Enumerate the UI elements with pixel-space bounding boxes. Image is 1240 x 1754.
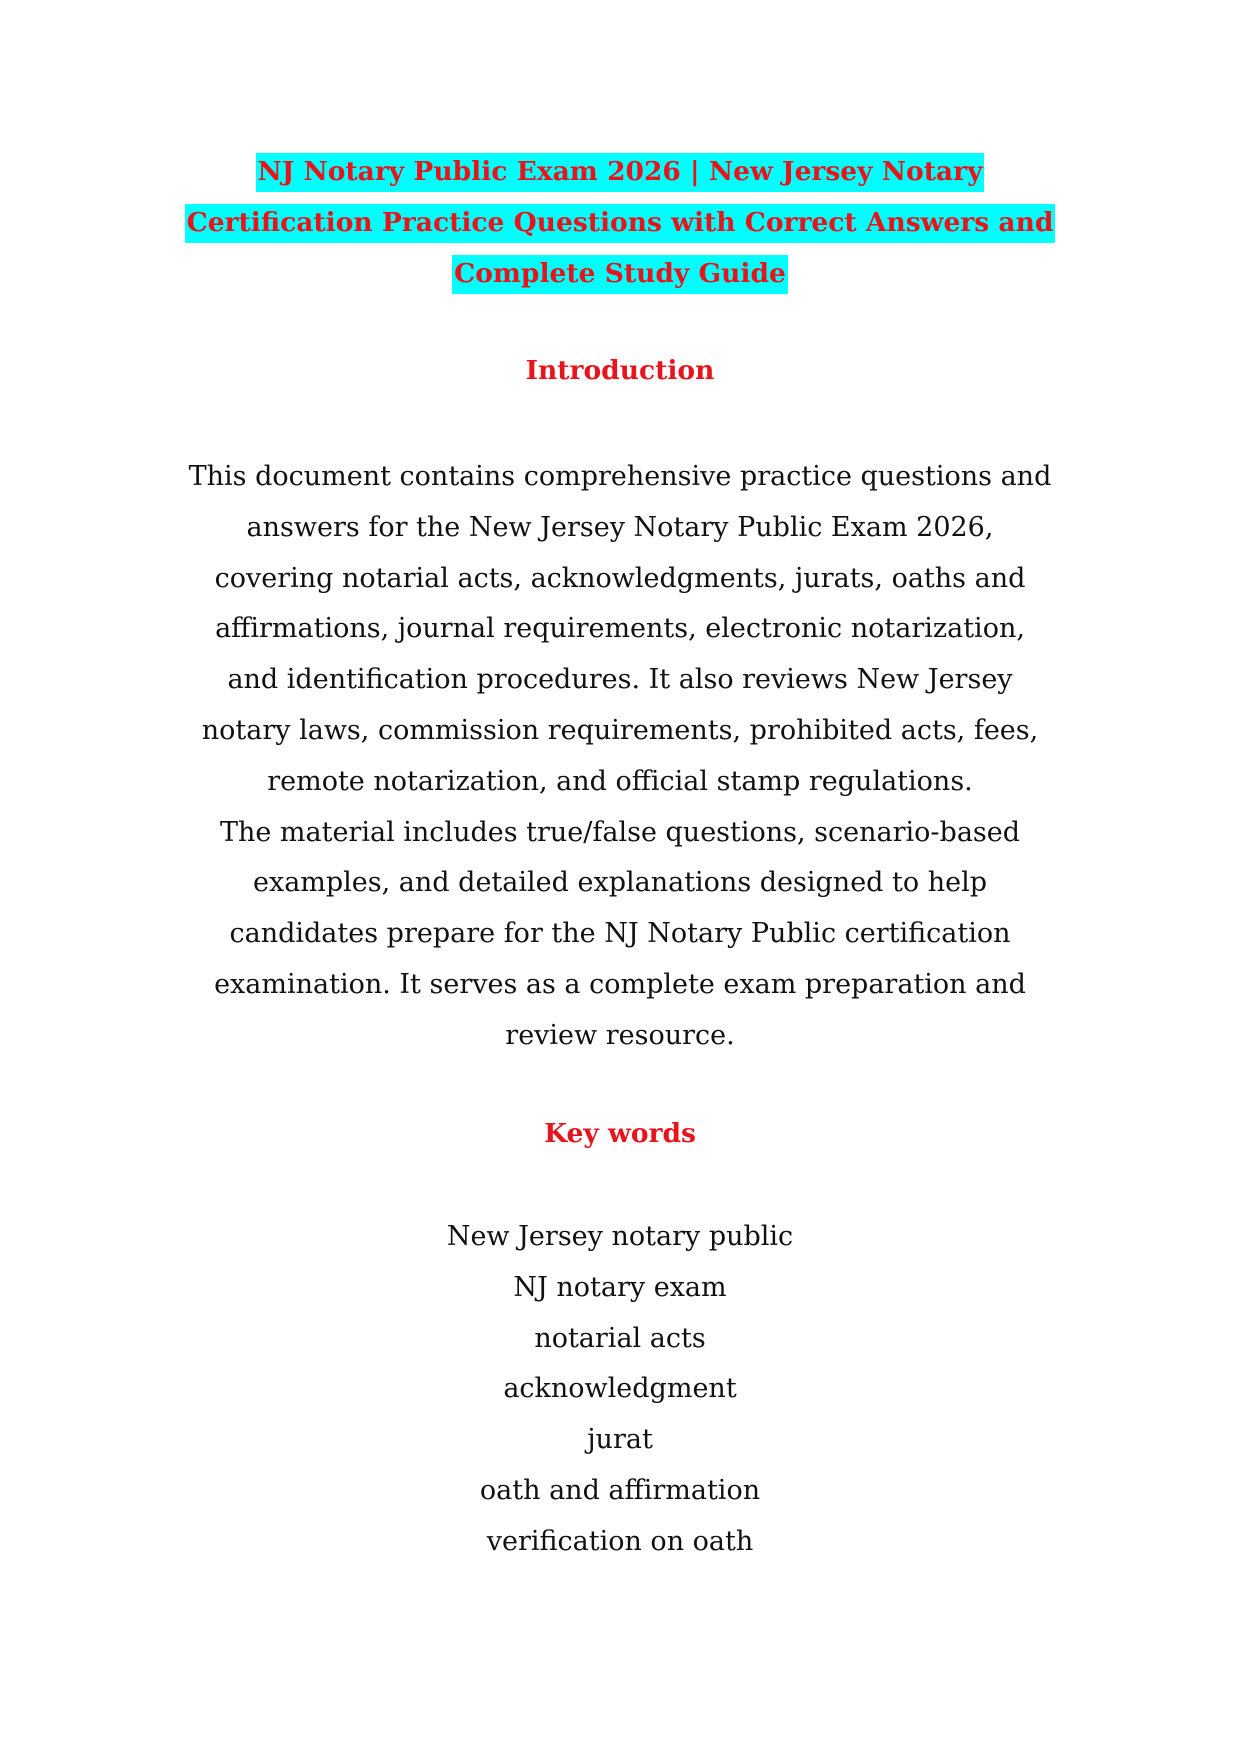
document-title [150,146,1090,299]
introduction-line: remote notarization, and official stamp regulations. [267,765,973,797]
keyword-item: New Jersey notary public [446,1221,794,1252]
keywords-list [150,1212,1090,1568]
keyword-item: jurat [587,1424,653,1456]
introduction-heading: Introduction [525,355,715,386]
introduction-line: candidates prepare for the NJ Notary Public certification [229,918,1011,950]
introduction-line: answers for the New Jersey Notary Public Exam 2026, [246,511,994,543]
introduction-line: This document contains comprehensive practice questions and [188,461,1052,492]
keyword-item: notarial acts [534,1322,706,1354]
title-line-2: Certification Practice Questions with Correct Answers and [185,204,1056,243]
title-line-3: Complete Study Guide [452,255,788,294]
introduction-line: examples, and detailed explanations designed to help [252,867,988,899]
introduction-line: affirmations, journal requirements, electronic notarization, [215,613,1025,645]
introduction-line: and identification procedures. It also reviews New Jersey [227,664,1013,696]
keyword-item: oath and affirmation [479,1474,761,1506]
introduction-line: covering notarial acts, acknowledgments, jurats, oaths and [214,562,1026,594]
keywords-heading: Key words [544,1118,696,1149]
introduction-line: examination. It serves as a complete exam preparation and [214,968,1026,1000]
title-line-1: NJ Notary Public Exam 2026 | New Jersey Notary [256,153,985,192]
introduction-line: notary laws, commission requirements, prohibited acts, fees, [201,714,1039,746]
keyword-item: acknowledgment [503,1373,737,1405]
keyword-item: NJ notary exam [513,1271,727,1303]
introduction-line: review resource. [505,1019,735,1051]
introduction-paragraph [150,452,1090,1062]
keyword-item: verification on oath [486,1525,754,1557]
introduction-line: The material includes true/false questions, scenario-based [219,816,1021,848]
